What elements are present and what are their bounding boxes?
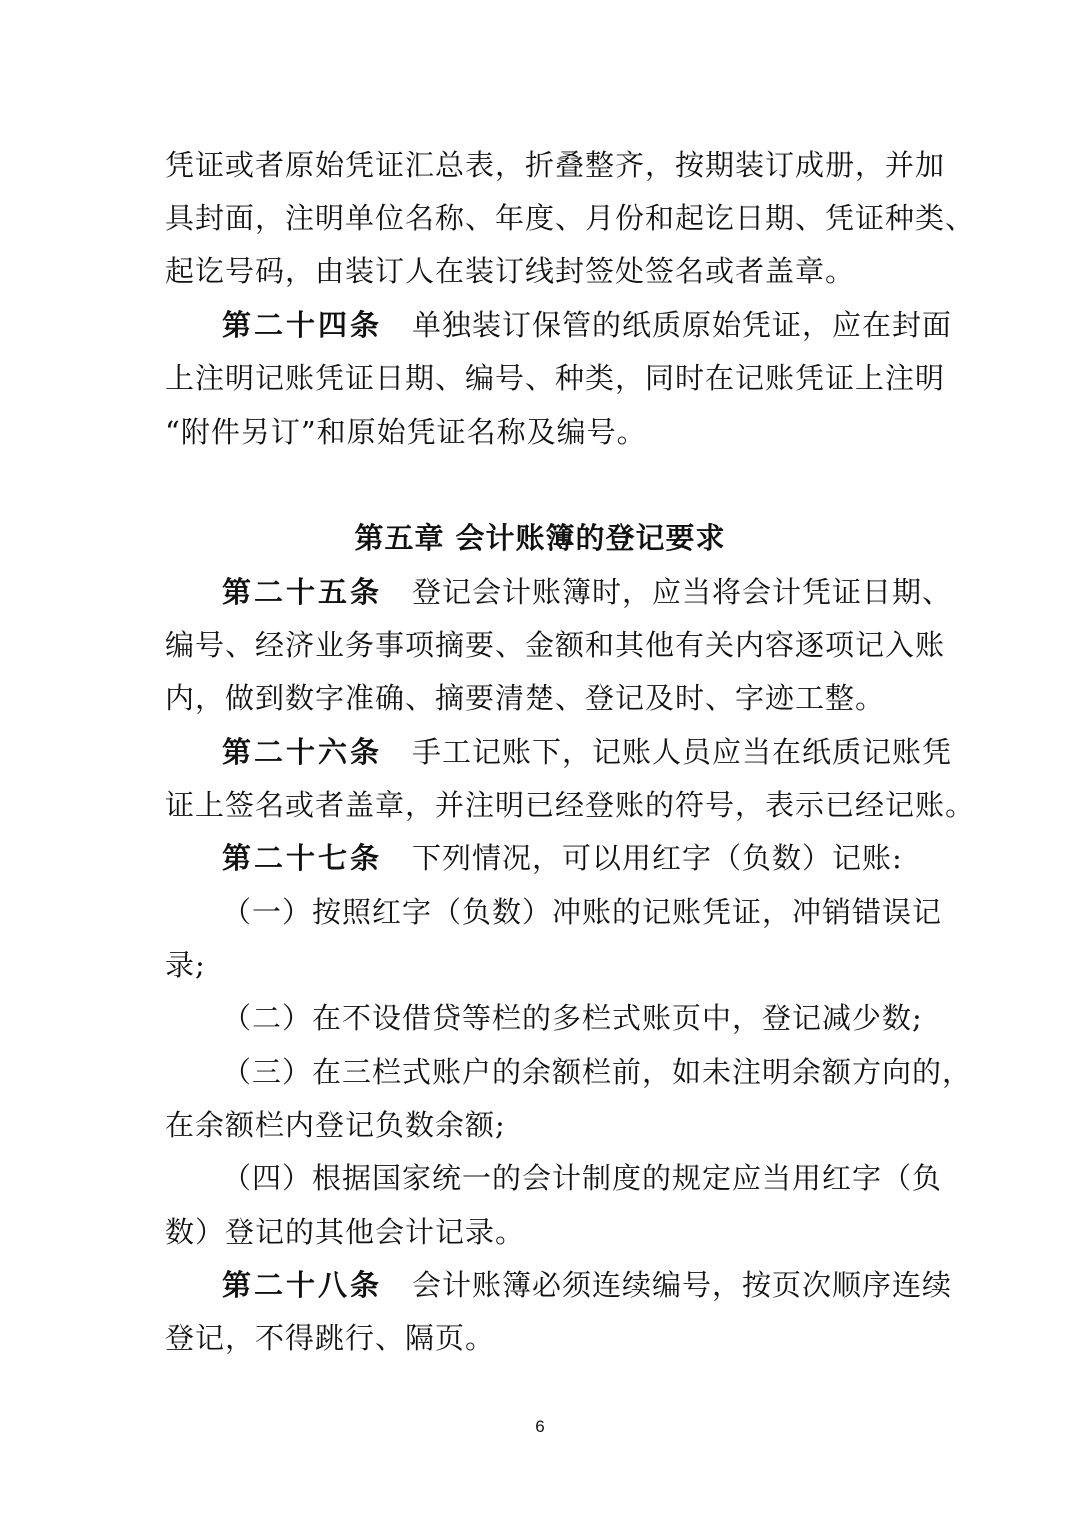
text-line: 具封面，注明单位名称、年度、月份和起讫日期、凭证种类、 (165, 201, 976, 235)
text-line: 凭证或者原始凭证汇总表，折叠整齐，按期装订成册，并加 (165, 148, 946, 182)
text-line: 编号、经济业务事项摘要、金额和其他有关内容逐项记入账 (165, 628, 946, 662)
text-line: 登记，不得跳行、隔页。 (165, 1321, 496, 1355)
text-line: 起讫号码，由装订人在装订线封签处签名或者盖章。 (165, 254, 856, 288)
article-27-title: 第二十七条 (222, 841, 383, 875)
text-line: 上注明记账凭证日期、编号、种类，同时在记账凭证上注明 (165, 361, 946, 395)
list-item: （一）按照红字（负数）冲账的记账凭证，冲销错误记 (222, 895, 943, 929)
article-25 (222, 572, 982, 612)
chapter-heading: 第五章 会计账簿的登记要求 (354, 521, 726, 555)
article-28-text: 会计账簿必须连续编号，按页次顺序连续 (412, 1268, 953, 1302)
text-line: “附件另订”和原始凭证名称及编号。 (165, 415, 647, 449)
text-line: 录; (165, 948, 206, 982)
article-27 (222, 838, 982, 878)
article-28-title: 第二十八条 (222, 1268, 383, 1302)
article-26-text: 手工记账下，记账人员应当在纸质记账凭 (412, 735, 953, 769)
article-27-text: 下列情况，可以用红字（负数）记账: (412, 841, 903, 875)
text-line: 在余额栏内登记负数余额; (165, 1108, 506, 1142)
list-item: （二）在不设借贷等栏的多栏式账页中，登记减少数; (222, 1001, 923, 1035)
list-item: （三）在三栏式账户的余额栏前，如未注明余额方向的， (222, 1055, 973, 1089)
article-24-text: 单独装订保管的纸质原始凭证，应在封面 (412, 308, 953, 342)
article-26 (222, 732, 982, 772)
text-line: 数）登记的其他会计记录。 (165, 1215, 526, 1249)
article-28 (222, 1265, 982, 1305)
page-number: 6 (535, 1417, 545, 1436)
article-25-title: 第二十五条 (222, 575, 383, 609)
article-26-title: 第二十六条 (222, 735, 383, 769)
text-line: 证上签名或者盖章，并注明已经登账的符号，表示已经记账。 (165, 788, 976, 822)
text-line: 内，做到数字准确、摘要清楚、登记及时、字迹工整。 (165, 681, 886, 715)
list-item: （四）根据国家统一的会计制度的规定应当用红字（负 (222, 1161, 943, 1195)
article-24-title: 第二十四条 (222, 308, 383, 342)
article-25-text: 登记会计账簿时，应当将会计凭证日期、 (412, 575, 953, 609)
article-24 (222, 305, 982, 345)
